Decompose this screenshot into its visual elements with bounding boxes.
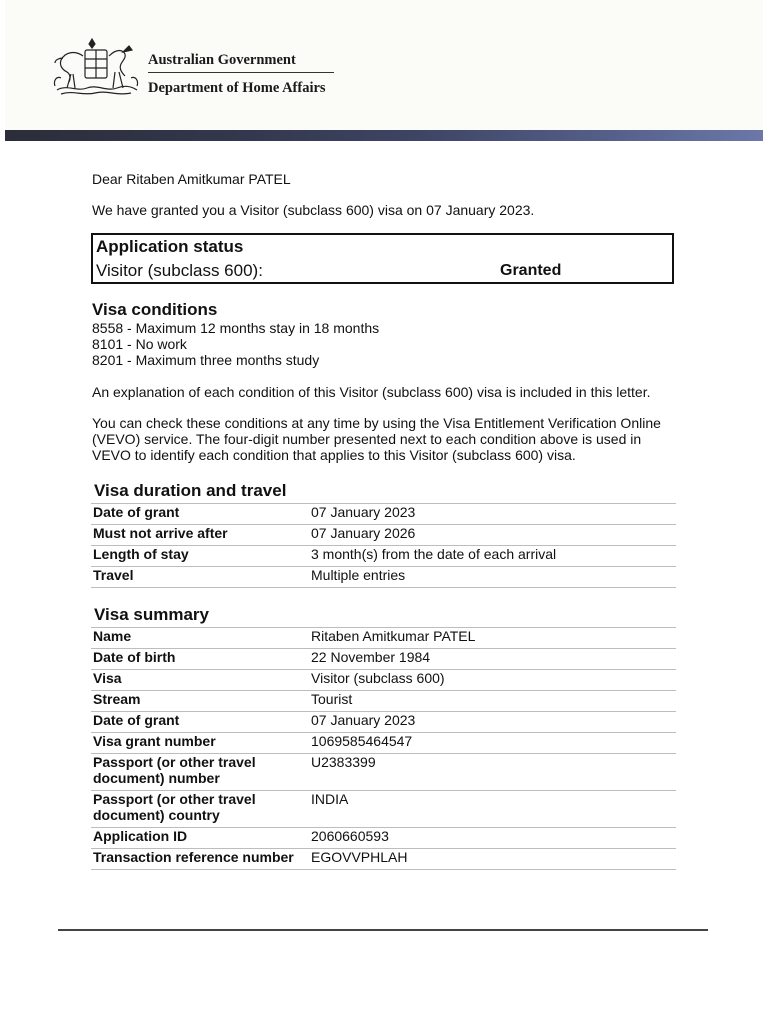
vevo-paragraph-line: (VEVO) service. The four-digit number presented next to each condition above is used in bbox=[92, 431, 642, 447]
row-value: 07 January 2023 bbox=[309, 712, 676, 733]
row-label: Length of stay bbox=[91, 546, 309, 567]
vevo-paragraph-line: You can check these conditions at any time by using the Visa Entitlement Verification Online bbox=[92, 415, 661, 431]
row-value: EGOVVPHLAH bbox=[309, 849, 676, 870]
department-name: Department of Home Affairs bbox=[148, 80, 326, 96]
summary-heading: Visa summary bbox=[94, 605, 209, 624]
letterhead bbox=[5, 0, 763, 130]
table-row bbox=[91, 546, 676, 567]
row-label bbox=[91, 754, 309, 791]
condition-item: 8201 - Maximum three months study bbox=[92, 352, 320, 368]
row-value: Multiple entries bbox=[309, 567, 676, 588]
row-label: Stream bbox=[91, 691, 309, 712]
row-value: 3 month(s) from the date of each arrival bbox=[309, 546, 676, 567]
row-label-line: Passport (or other travel bbox=[93, 791, 256, 807]
table-row bbox=[91, 628, 676, 649]
row-value: Visitor (subclass 600) bbox=[309, 670, 676, 691]
application-status-box bbox=[91, 233, 674, 284]
table-row bbox=[91, 525, 676, 546]
table-row bbox=[91, 754, 676, 791]
table-row bbox=[91, 504, 676, 525]
row-label: Date of birth bbox=[91, 649, 309, 670]
row-label: Date of grant bbox=[91, 504, 309, 525]
row-label: Name bbox=[91, 628, 309, 649]
summary-table bbox=[91, 627, 676, 870]
coat-of-arms-icon bbox=[49, 36, 143, 106]
vevo-paragraph-line: VEVO to identify each condition that applies to this Visitor (subclass 600) visa. bbox=[92, 447, 576, 463]
row-value: U2383399 bbox=[309, 754, 676, 791]
salutation: Dear Ritaben Amitkumar PATEL bbox=[92, 171, 291, 187]
row-label: Date of grant bbox=[91, 712, 309, 733]
row-label-line: document) number bbox=[93, 770, 220, 786]
table-row bbox=[91, 712, 676, 733]
table-row bbox=[91, 733, 676, 754]
row-value: 22 November 1984 bbox=[309, 649, 676, 670]
row-value: 07 January 2023 bbox=[309, 504, 676, 525]
row-label: Visa grant number bbox=[91, 733, 309, 754]
table-row bbox=[91, 649, 676, 670]
table-row bbox=[91, 691, 676, 712]
table-row bbox=[91, 567, 676, 588]
row-value: INDIA bbox=[309, 791, 676, 828]
status-title: Application status bbox=[96, 237, 244, 256]
condition-item: 8101 - No work bbox=[92, 336, 187, 352]
status-label: Visitor (subclass 600): bbox=[96, 261, 263, 280]
row-label: Transaction reference number bbox=[91, 849, 309, 870]
row-label bbox=[91, 791, 309, 828]
row-value: Tourist bbox=[309, 691, 676, 712]
row-value: 07 January 2026 bbox=[309, 525, 676, 546]
row-value: Ritaben Amitkumar PATEL bbox=[309, 628, 676, 649]
footer-divider bbox=[58, 929, 708, 931]
duration-heading: Visa duration and travel bbox=[94, 481, 287, 500]
row-label: Application ID bbox=[91, 828, 309, 849]
row-label: Visa bbox=[91, 670, 309, 691]
visa-conditions-heading: Visa conditions bbox=[92, 300, 218, 319]
row-label: Travel bbox=[91, 567, 309, 588]
table-row bbox=[91, 791, 676, 828]
row-label: Must not arrive after bbox=[91, 525, 309, 546]
row-label-line: document) country bbox=[93, 807, 220, 823]
row-value: 2060660593 bbox=[309, 828, 676, 849]
row-value: 1069585464547 bbox=[309, 733, 676, 754]
row-label-line: Passport (or other travel bbox=[93, 754, 256, 770]
government-name: Australian Government bbox=[148, 52, 296, 68]
condition-item: 8558 - Maximum 12 months stay in 18 months bbox=[92, 320, 380, 336]
table-row bbox=[91, 670, 676, 691]
status-value: Granted bbox=[500, 262, 562, 279]
header-divider bbox=[148, 72, 334, 73]
table-row bbox=[91, 849, 676, 870]
table-row bbox=[91, 828, 676, 849]
duration-table bbox=[91, 503, 676, 588]
grant-intro: We have granted you a Visitor (subclass 600) visa on 07 January 2023. bbox=[92, 202, 535, 218]
conditions-explanation: An explanation of each condition of this Visitor (subclass 600) visa is included in this letter. bbox=[92, 384, 651, 400]
header-band bbox=[5, 130, 763, 141]
